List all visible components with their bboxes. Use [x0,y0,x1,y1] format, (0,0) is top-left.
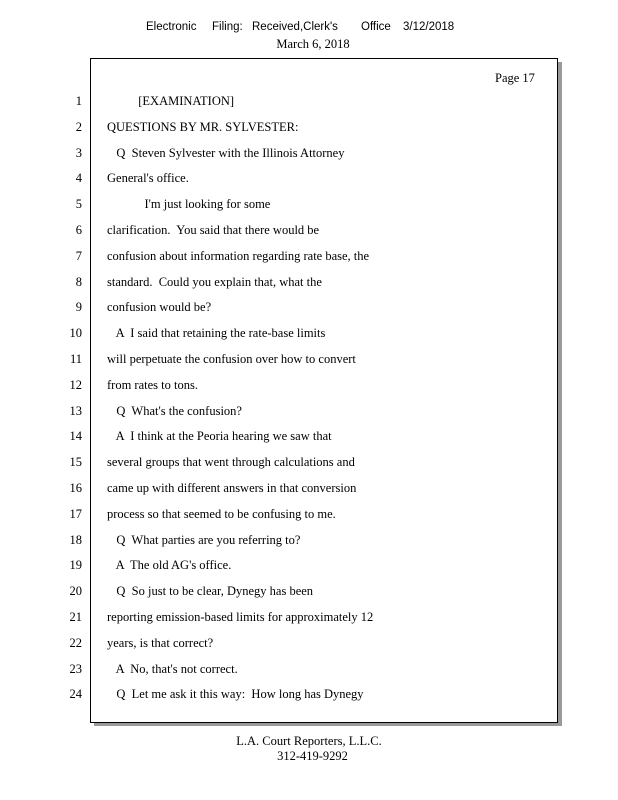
line-text: Q Let me ask it this way: How long has Dynegy [107,687,364,702]
line-text: QUESTIONS BY MR. SYLVESTER: [107,119,299,134]
line-text: standard. Could you explain that, what the [107,274,322,289]
line-number: 20 [69,584,82,599]
line-number: 7 [75,248,82,263]
line-text: several groups that went through calculations and [107,455,355,470]
line-number: 8 [75,274,82,289]
line-number: 21 [69,610,82,624]
line-text: reporting emission-based limits for approximately 12 [107,610,374,624]
stamp-date: 3/12/2018 [403,21,455,33]
line-number: 15 [69,455,82,470]
stamp-filing: Filing: [212,21,243,33]
line-number: 13 [69,403,82,418]
line-text: I'm just looking for some [107,197,271,212]
hearing-date-text: March 6, 2018 [276,37,350,51]
line-number: 16 [69,481,82,495]
footer-phone: 312-419-9292 [277,749,348,763]
line-text: confusion would be? [107,300,212,315]
hearing-date [0,37,618,52]
line-text: Q What parties are you referring to? [107,532,301,547]
line-text: confusion about information regarding rate base, the [107,248,370,263]
line-text: came up with different answers in that conversion [107,481,357,495]
line-text: Q Steven Sylvester with the Illinois Attorney [107,145,345,160]
stamp-office: Office [361,21,391,33]
line-text: A I said that retaining the rate-base limits [107,326,326,341]
line-number: 3 [75,145,82,160]
line-text: A The old AG's office. [107,558,232,573]
line-number: 14 [69,429,82,444]
electronic-filing-stamp [0,21,618,35]
stamp-electronic: Electronic [146,21,197,33]
line-number: 1 [75,94,82,108]
line-number: 5 [75,197,82,212]
footer-company: L.A. Court Reporters, L.L.C. [236,734,382,748]
line-number: 11 [69,352,82,366]
line-text: from rates to tons. [107,377,198,392]
line-number: 4 [75,171,82,186]
page-number: Page 17 [495,71,535,85]
line-text: [EXAMINATION] [107,94,235,108]
line-text: A I think at the Peoria hearing we saw that [107,429,332,444]
line-text: will perpetuate the confusion over how to convert [107,352,356,366]
stamp-received: Received,Clerk's [252,21,338,33]
line-text: years, is that correct? [107,635,214,650]
line-text: Q What's the confusion? [107,403,242,418]
line-number: 18 [69,532,82,547]
line-number: 19 [69,558,82,573]
line-number: 10 [69,326,82,341]
line-text: clarification. You said that there would be [107,223,320,237]
line-text: Q So just to be clear, Dynegy has been [107,584,314,599]
line-number: 23 [69,661,82,676]
line-text: General's office. [107,171,189,186]
line-text: A No, that's not correct. [107,661,238,676]
line-number: 12 [69,377,82,392]
line-number: 17 [69,506,82,521]
line-number: 6 [75,223,82,237]
line-number: 9 [75,300,82,315]
line-text: process so that seemed to be confusing to me. [107,506,336,521]
line-number: 2 [75,119,82,134]
line-number: 22 [69,635,82,650]
line-number: 24 [69,687,82,702]
